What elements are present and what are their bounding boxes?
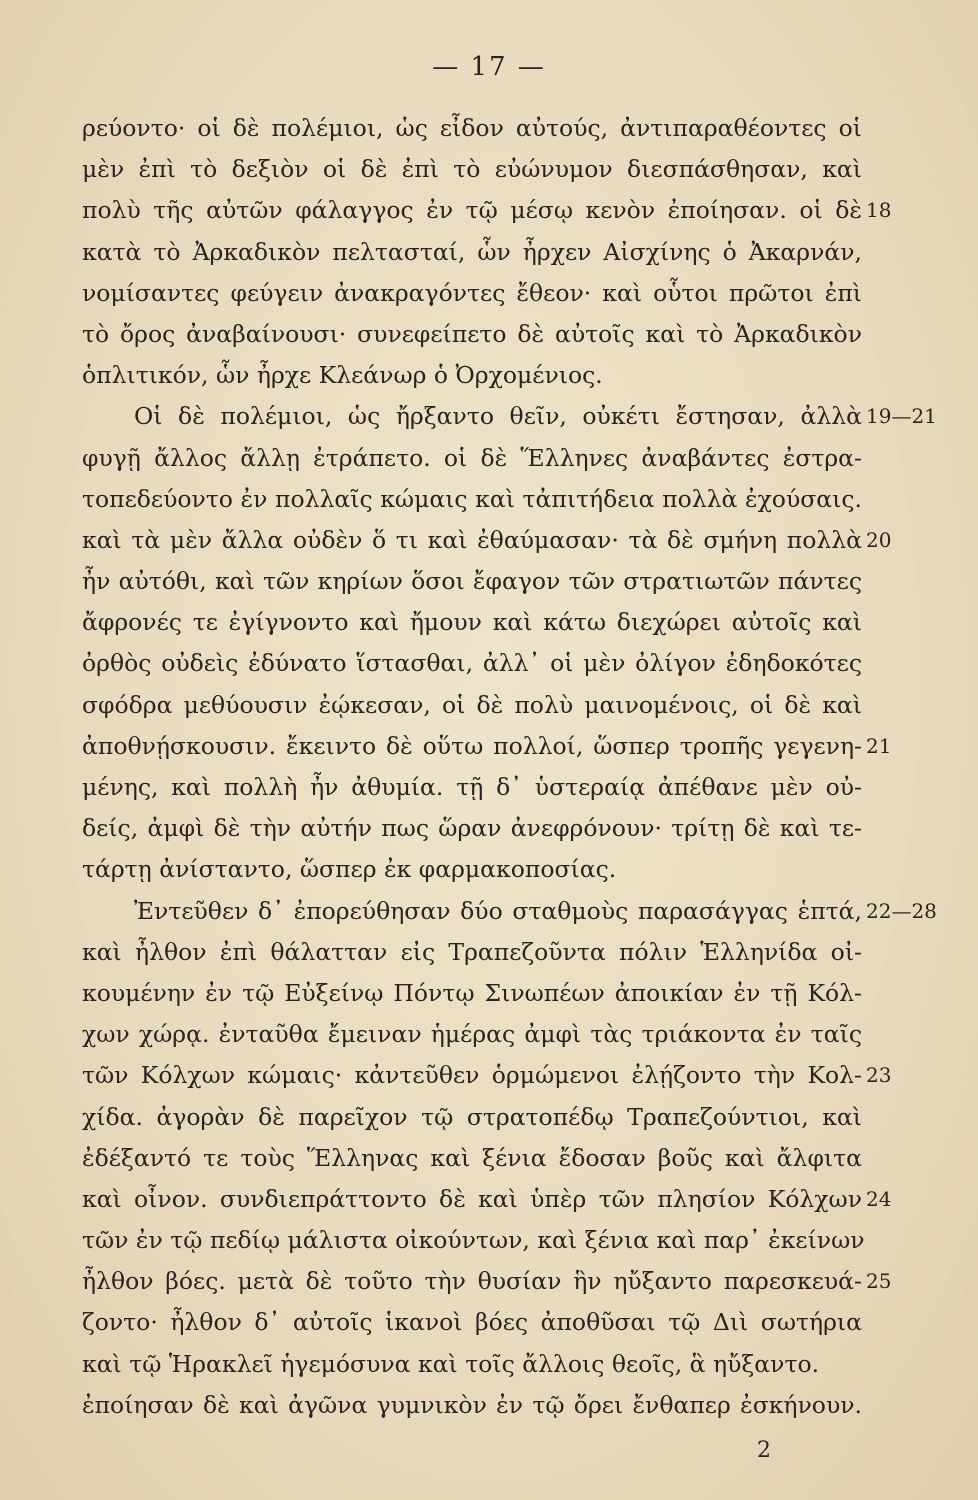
line-text: καὶ ἦλθον ἐπὶ θάλατταν εἰς Τραπεζοῦντα πόλιν Ἑλληνίδα οἰ- bbox=[82, 937, 862, 966]
text-line bbox=[82, 1385, 862, 1426]
text-line bbox=[82, 520, 892, 561]
margin-section-number: 22—28 bbox=[866, 898, 937, 923]
margin-section-number: 21 bbox=[866, 733, 892, 758]
text-line bbox=[82, 602, 862, 643]
line-text: τῶν Κόλχων κώμαις· κἀντεῦθεν ὁρμώμενοι ἐλῄζοντο τὴν Κολ- bbox=[82, 1061, 862, 1090]
line-text: ἄφρονές τε ἐγίγνοντο καὶ ἤμουν καὶ κάτω διεχώρει αὐτοῖς καὶ bbox=[82, 608, 862, 637]
line-text: ὀρθὸς οὐδεὶς ἐδύνατο ἵστασθαι, ἀλλ᾽ οἱ μὲν ὀλίγον ἐδηδοκότες bbox=[82, 649, 862, 678]
text-line bbox=[82, 1138, 862, 1179]
text-line bbox=[82, 1179, 892, 1220]
text-line bbox=[82, 190, 892, 231]
line-text: μένης, καὶ πολλὴ ἦν ἀθυμία. τῇ δ᾽ ὑστεραίᾳ ἀπέθανε μὲν οὐ- bbox=[82, 773, 862, 801]
line-text: χων χώρᾳ. ἐνταῦθα ἔμειναν ἡμέρας ἀμφὶ τὰς τριάκοντα ἐν ταῖς bbox=[82, 1020, 862, 1049]
text-line bbox=[82, 479, 862, 520]
line-text: πολὺ τῆς αὐτῶν φάλαγγος ἐν τῷ μέσῳ κενὸν ἐποίησαν. οἱ δὲ bbox=[82, 196, 862, 225]
line-text: τοπεδεύοντο ἐν πολλαῖς κώμαις καὶ τἀπιτήδεια πολλὰ ἐχούσαις. bbox=[82, 484, 862, 513]
text-line bbox=[82, 767, 862, 808]
text-line bbox=[82, 643, 862, 684]
margin-section-number: 23 bbox=[866, 1063, 892, 1088]
text-line bbox=[82, 108, 862, 149]
line-text: καὶ τῷ Ἡρακλεῖ ἡγεμόσυνα καὶ τοῖς ἄλλοις θεοῖς, ἃ ηὔξαντο. bbox=[82, 1349, 820, 1378]
text-line bbox=[82, 1344, 862, 1385]
text-line bbox=[82, 355, 862, 396]
text-line bbox=[82, 726, 892, 767]
margin-section-number: 18 bbox=[866, 198, 892, 223]
line-text: ἐδέξαντό τε τοὺς Ἕλληνας καὶ ξένια ἔδοσαν βοῦς καὶ ἄλφιτα bbox=[82, 1143, 862, 1172]
line-text: κατὰ τὸ Ἀρκαδικὸν πελτασταί, ὧν ἦρχεν Αἰσχίνης ὁ Ἀκαρνάν, bbox=[82, 237, 862, 266]
line-text: ἦν αὐτόθι, καὶ τῶν κηρίων ὅσοι ἔφαγον τῶν στρατιωτῶν πάντες bbox=[82, 567, 862, 596]
margin-section-number: 20 bbox=[866, 527, 892, 552]
text-line bbox=[82, 891, 937, 932]
text-line bbox=[82, 685, 862, 726]
line-text: τὸ ὄρος ἀναβαίνουσι· συνεφείπετο δὲ αὐτοῖς καὶ τὸ Ἀρκαδικὸν bbox=[82, 319, 862, 348]
text-line bbox=[82, 808, 862, 849]
line-text: δείς, ἀμφὶ δὲ τὴν αὐτήν πως ὥραν ἀνεφρόνουν· τρίτῃ δὲ καὶ τε- bbox=[82, 814, 862, 843]
margin-section-number: 25 bbox=[866, 1269, 892, 1294]
line-text: καὶ τὰ μὲν ἄλλα οὐδὲν ὅ τι καὶ ἐθαύμασαν· τὰ δὲ σμήνη πολλὰ bbox=[82, 525, 862, 554]
line-text: κουμένην ἐν τῷ Εὐξείνῳ Πόντῳ Σινωπέων ἀποικίαν ἐν τῇ Κόλ- bbox=[82, 978, 862, 1007]
text-line bbox=[82, 849, 862, 890]
text-line bbox=[82, 1302, 862, 1343]
line-text: ἦλθον βόες. μετὰ δὲ τοῦτο τὴν θυσίαν ἣν ηὔξαντο παρεσκευά- bbox=[82, 1267, 862, 1296]
line-text: ἀποθνῄσκουσιν. ἔκειντο δὲ οὕτω πολλοί, ὥσπερ τροπῆς γεγενη- bbox=[82, 731, 862, 760]
line-text: χίδα. ἀγορὰν δὲ παρεῖχον τῷ στρατοπέδῳ Τραπεζούντιοι, καὶ bbox=[82, 1102, 862, 1131]
text-line bbox=[82, 932, 862, 973]
signature-mark: 2 bbox=[757, 1438, 771, 1464]
line-text: σφόδρα μεθύουσιν ἐῴκεσαν, οἱ δὲ πολὺ μαινομένοις, οἱ δὲ καὶ bbox=[82, 690, 862, 719]
line-text: ἐποίησαν δὲ καὶ ἀγῶνα γυμνικὸν ἐν τῷ ὄρει ἔνθαπερ ἐσκήνουν. bbox=[82, 1390, 862, 1419]
text-line bbox=[82, 561, 862, 602]
text-line bbox=[82, 1014, 862, 1055]
text-line bbox=[82, 1261, 892, 1302]
text-line bbox=[82, 396, 937, 437]
text-line bbox=[82, 438, 862, 479]
line-text: νομίσαντες φεύγειν ἀνακραγόντες ἔθεον· καὶ οὗτοι πρῶτοι ἐπὶ bbox=[82, 278, 862, 307]
text-line bbox=[82, 232, 862, 273]
margin-section-number: 24 bbox=[866, 1186, 892, 1211]
text-line bbox=[82, 1220, 865, 1261]
text-line bbox=[82, 1097, 862, 1138]
text-line bbox=[82, 973, 862, 1014]
line-text: ρεύοντο· οἱ δὲ πολέμιοι, ὡς εἶδον αὐτούς, ἀντιπαραθέοντες οἱ bbox=[82, 114, 862, 142]
margin-section-number: 19—21 bbox=[866, 404, 937, 429]
text-line bbox=[82, 314, 862, 355]
line-text: ζοντο· ἦλθον δ᾽ αὐτοῖς ἱκανοὶ βόες ἀποθῦσαι τῷ Διὶ σωτήρια bbox=[82, 1308, 862, 1337]
line-text: Οἱ δὲ πολέμιοι, ὡς ἤρξαντο θεῖν, οὐκέτι ἔστησαν, ἀλλὰ bbox=[134, 402, 862, 431]
text-line bbox=[82, 273, 862, 314]
line-text: Ἐντεῦθεν δ᾽ ἐπορεύθησαν δύο σταθμοὺς παρασάγγας ἑπτά, bbox=[134, 896, 862, 925]
main-text bbox=[82, 108, 937, 1426]
line-text: καὶ οἶνον. συνδιεπράττοντο δὲ καὶ ὑπὲρ τῶν πλησίον Κόλχων bbox=[82, 1184, 862, 1213]
line-text: τῶν ἐν τῷ πεδίῳ μάλιστα οἰκούντων, καὶ ξένια καὶ παρ᾽ ἐκείνων bbox=[82, 1226, 865, 1255]
line-text: ὁπλιτικόν, ὧν ἦρχε Κλεάνωρ ὁ Ὀρχομένιος. bbox=[82, 361, 603, 390]
line-text: φυγῇ ἄλλος ἄλλῃ ἐτράπετο. οἱ δὲ Ἕλληνες ἀναβάντες ἐστρα- bbox=[82, 443, 862, 472]
text-line bbox=[82, 149, 862, 190]
text-line bbox=[82, 1055, 892, 1096]
line-text: τάρτῃ ἀνίσταντο, ὥσπερ ἐκ φαρμακοποσίας. bbox=[82, 855, 617, 884]
page-number: — 17 — bbox=[432, 52, 546, 82]
line-text: μὲν ἐπὶ τὸ δεξιὸν οἱ δὲ ἐπὶ τὸ εὐώνυμον διεσπάσθησαν, καὶ bbox=[82, 155, 862, 184]
